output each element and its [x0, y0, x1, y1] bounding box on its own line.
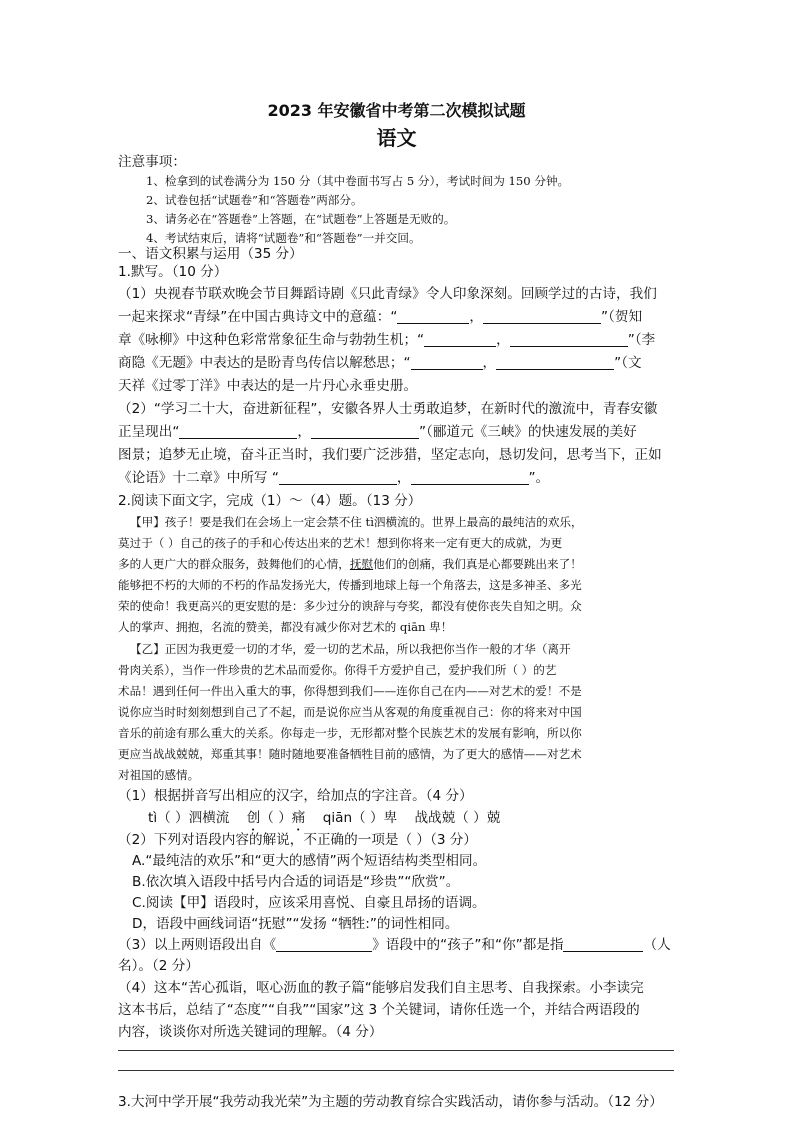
passage-yi-line: 术品！遇到任何一件出入重大的事，你得想到我们——连你自己在内——对艺术的爱！不是 — [118, 684, 582, 698]
answer-blank[interactable] — [276, 937, 372, 952]
option-b: B.依次填入语段中括号内合适的词语是“珍贵”“欣赏”。 — [132, 874, 460, 890]
notice-item: 3、请务必在“答题卷”上答题，在“试题卷”上答题是无败的。 — [146, 212, 456, 226]
q2-sub3-cont: 名）。（2 分） — [118, 958, 199, 974]
passage-yi-line: 更应当战战兢兢，郑重其事！随时随地要准备牺牲目前的感情，为了更大的感情——对艺术 — [118, 747, 582, 761]
q1-p1-line: 商隐《无题》中表达的是盼青鸟传信以解愁思；“ ， ”（文 — [118, 355, 642, 371]
answer-blank[interactable] — [496, 355, 614, 370]
passage-yi-line: 对祖国的感情。 — [118, 768, 200, 782]
answer-line[interactable] — [118, 1050, 674, 1051]
answer-blank[interactable] — [424, 332, 496, 347]
passage-yi-line: 骨肉关系），当作一件珍贵的艺术品而爱你。你得千方爱护自己，爱护我们所（ ）的艺 — [118, 663, 557, 677]
answer-blank[interactable] — [311, 424, 419, 439]
passage-jia-line: 莫过于（ ）自己的孩子的手和心传达出来的艺术！想到你将来一定有更大的成就，为更 — [118, 536, 563, 550]
q2-sub1-answers: tì（ ）泗横流 创（ ）痛 qiān（ ）卑 战战兢（ ）兢 — [148, 810, 501, 826]
question-1-title: 1.默写。（10 分） — [118, 264, 228, 280]
passage-yi-line: 说你应当时时刻刻想到自己了不起，而是说你应当从客观的角度重视自己：你的将来对中国 — [118, 705, 582, 719]
passage-jia-line: 能够把不朽的大师的不朽的作品发扬光大，传播到地球上每一个角落去，这是多神圣、多光 — [118, 578, 582, 592]
question-2-title: 2.阅读下面文字，完成（1）～（4）题。（13 分） — [118, 493, 422, 509]
answer-line[interactable] — [118, 1070, 674, 1071]
underlined-word: 抚慰 — [349, 557, 374, 571]
answer-blank[interactable] — [397, 309, 469, 324]
passage-jia-line: 人的掌声、拥抱，名流的赞美，都没有减少你对艺术的 qiān 卑！ — [118, 620, 453, 634]
answer-blank[interactable] — [483, 309, 601, 324]
passage-yi-line: 音乐的前途有那么重大的关系。你每走一步，无形都对整个民族艺术的发展有影响，所以你 — [118, 726, 582, 740]
q2-sub3: （3）以上两则语段出自《 》语段中的“孩子”和“你”都是指 （人 — [118, 937, 671, 953]
notice-heading: 注意事项： — [118, 154, 186, 170]
q1-p2-line: 正呈现出“ ， ”（郦道元《三峡》的快速发展的美好 — [118, 424, 637, 440]
q1-p1-line: （1）央视春节联欢晚会节目舞蹈诗剧《只此青绿》令人印象深刻。回顾学过的古诗，我们 — [118, 286, 657, 302]
q1-p2-line: （2）“学习二十大，奋进新征程”，安徽各界人士勇敢追梦，在新时代的激流中，青春安徽 — [118, 401, 658, 417]
option-c: C.阅读【甲】语段时，应该采用喜悦、自豪且昂扬的语调。 — [132, 895, 486, 911]
q1-p2-line: 《论语》十二章》中所写 “ ， ”。 — [118, 470, 550, 486]
passage-yi-line: 【乙】正因为我更爱一切的才华，爱一切的艺术品，所以我把你当作一般的才华（离开 — [130, 642, 571, 656]
subject-title: 语文 — [376, 126, 417, 150]
passage-jia-line: 荣的使命！我更高兴的更安慰的是：多少过分的谀辞与夸奖，都没有使你丧失自知之明。众 — [118, 599, 582, 613]
q2-sub4-line: 这本书后，总结了“态度”“自我”“国家”这 3 个关键词，请你任选一个，并结合两语段的 — [118, 1002, 640, 1018]
option-a: A.“最纯洁的欢乐”和“更大的感情”两个短语结构类型相同。 — [132, 853, 487, 869]
answer-blank[interactable] — [279, 470, 397, 485]
question-3-title: 3.大河中学开展“我劳动我光荣”为主题的劳动教育综合实践活动，请你参与活动。（12 分） — [118, 1094, 663, 1110]
answer-blank[interactable] — [411, 470, 529, 485]
option-d: D，语段中画线词语“抚慰”“发扬 “牺牲:”的词性相同。 — [132, 916, 459, 932]
answer-blank[interactable] — [411, 355, 483, 370]
notice-item: 2、试卷包括“试题卷”和“答题卷”两部分。 — [146, 193, 363, 207]
passage-jia-line: 多的人更广大的群众服务，鼓舞他们的心情，抚慰他们的创痛，我们真是心都要跳出来了！ — [118, 557, 582, 571]
section-heading: 一、语文积累与运用（35 分） — [118, 246, 303, 262]
q2-sub4-line: （4）这本“苦心孤诣，呕心沥血的教子篇“能够启发我们自主思考、自我探索。小李读完 — [118, 980, 644, 996]
q1-p1-line: 章《咏柳》中这种色彩常常象征生命与勃勃生机；“ ， ”（李 — [118, 332, 656, 348]
answer-blank[interactable] — [510, 332, 628, 347]
answer-blank[interactable] — [563, 937, 643, 952]
notice-item: 4、考试结束后，请将“试题卷”和“答题卷”一并交回。 — [146, 231, 421, 245]
q2-sub1: （1）根据拼音写出相应的汉字，给加点的字注音。（4 分） — [118, 788, 473, 804]
passage-jia-line: 【甲】孩子！要是我们在会场上一定会禁不住 tì泗横流的。世界上最高的最纯洁的欢乐， — [130, 515, 583, 529]
q2-sub4-line: 内容，谈谈你对所选关键词的理解。（4 分） — [118, 1024, 383, 1040]
notice-item: 1、检拿到的试卷满分为 150 分（其中卷面书写占 5 分），考试时间为 150 分钟。 — [146, 174, 570, 188]
q1-p2-line: 图景；追梦无止境，奋斗正当时，我们要广泛涉猎，坚定志向，恳切发问，思考当下，正如 — [118, 447, 662, 463]
exam-title: 2023 年安徽省中考第二次模拟试题 — [267, 101, 526, 120]
answer-blank[interactable] — [179, 424, 297, 439]
q1-p1-line: 一起来探求“青绿”在中国古典诗文中的意蕴：“ ， ”（贺知 — [118, 309, 643, 325]
q2-sub2: （2）下列对语段内容的解说，不正确的一项是（ ）（3 分） — [118, 832, 477, 848]
q1-p1-line: 天祥《过零丁洋》中表达的是一片丹心永垂史册。 — [118, 378, 418, 394]
